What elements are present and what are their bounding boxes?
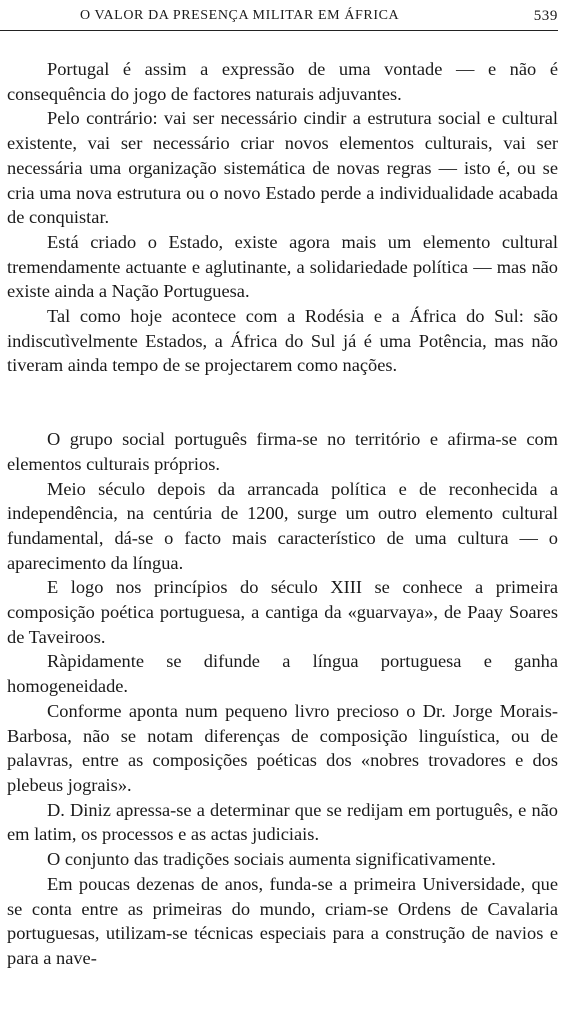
paragraph: D. Diniz apressa-se a determinar que se redijam em português, e não em latim, os processos e as actas judiciais. xyxy=(7,799,558,845)
paragraph: Portugal é assim a expressão de uma vontade — e não é consequência do jogo de factores naturais adjuvantes. xyxy=(7,59,558,104)
paragraph: E logo nos princípios do século XIII se conhece a primeira composição poética portuguesa, a cantiga da «guarvaya», de Paay Soares de Taveiroos. xyxy=(7,577,558,647)
header-rule xyxy=(0,30,558,31)
paragraph: Tal como hoje acontece com a Rodésia e a África do Sul: são indiscutìvelmente Estados, a África do Sul já é uma Potência, mas não tiveram ainda tempo de se projectarem como nações. xyxy=(7,306,558,376)
paragraph: Pelo contrário: vai ser necessário cindir a estrutura social e cultural existente, vai ser necessário criar novos elementos culturais, vai ser necessária uma organização sistemática de novas regras — isto é, ou se cria uma nova estrutura ou o novo Estado perde a individualidade acabada de conquistar. xyxy=(7,108,558,228)
paragraph: Está criado o Estado, existe agora mais um elemento cultural tremendamente actuante e aglutinante, a solidariedade política — mas não existe ainda a Nação Portuguesa. xyxy=(7,231,558,302)
body-text xyxy=(7,57,558,971)
paragraph: Em poucas dezenas de anos, funda-se a primeira Universidade, que se conta entre as primeiras do mundo, criam-se Ordens de Cavalaria portuguesas, utilizam-se técnicas especiais para a construção de navios e para a nave- xyxy=(7,873,558,968)
paragraph: O conjunto das tradições sociais aumenta significativamente. xyxy=(47,849,496,870)
paragraph: Ràpidamente se difunde a língua portuguesa e ganha homogeneidade. xyxy=(7,651,558,697)
page-number: 539 xyxy=(533,8,558,24)
running-head-title: O VALOR DA PRESENÇA MILITAR EM ÁFRICA xyxy=(80,8,400,23)
running-head xyxy=(8,6,558,28)
paragraph: Conforme aponta num pequeno livro precioso o Dr. Jorge Morais-Barbosa, não se notam diferenças de composição linguística, ou de palavras, entre as composições poéticas dos «nobres trovadores e dos plebeus jograis». xyxy=(7,700,558,795)
paragraph: O grupo social português firma-se no território e afirma-se com elementos culturais próprios. xyxy=(7,429,558,474)
paragraph: Meio século depois da arrancada política e de reconhecida a independência, na centúria de 1200, surge um outro elemento cultural fundamental, dá-se o facto mais característico de uma cultura — o aparecimento da língua. xyxy=(7,478,558,573)
